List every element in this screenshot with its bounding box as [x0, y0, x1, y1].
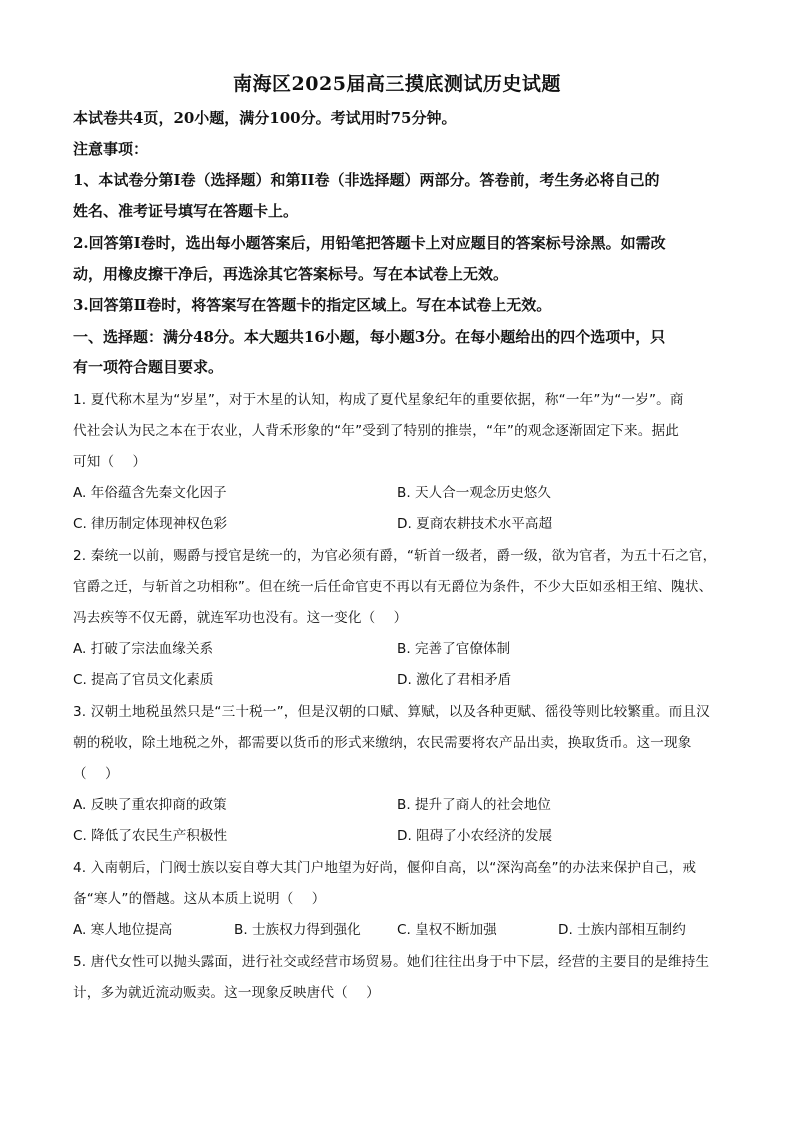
question-1-option-a[interactable]: A. 年俗蕴含先秦文化因子: [73, 485, 227, 501]
note-line: 1、本试卷分第Ⅰ卷（选择题）和第II卷（非选择题）两部分。答卷前，考生务必将自己的: [73, 171, 660, 189]
section-heading: 一、选择题：满分48分。本大题共16小题，每小题3分。在每小题给出的四个选项中，只: [73, 328, 666, 346]
question-2-text: 官爵之迁，与斩首之功相称”。但在统一后任命官吏不再以有无爵位为条件，不少大臣如丞相王绾、隗状、: [73, 579, 713, 595]
question-3-text: 3. 汉朝土地税虽然只是“三十税一”，但是汉朝的口赋、算赋，以及各种更赋、徭役等则比较繁重。而且汉: [73, 704, 710, 720]
question-4-option-d[interactable]: D. 士族内部相互制约: [558, 922, 686, 938]
question-5-text: 计，多为就近流动贩卖。这一现象反映唐代（ ）: [73, 985, 380, 1001]
question-2-option-c[interactable]: C. 提高了官员文化素质: [73, 672, 214, 688]
question-1-text: 可知（ ）: [73, 454, 147, 470]
question-1-option-d[interactable]: D. 夏商农耕技术水平高超: [397, 516, 553, 532]
question-5-text: 5. 唐代女性可以抛头露面，进行社交或经营市场贸易。她们往往出身于中下层，经营的主要目的是维持生: [73, 954, 710, 970]
question-4-option-b[interactable]: B. 士族权力得到强化: [234, 922, 361, 938]
question-2-text: 2. 秦统一以前，赐爵与授官是统一的，为官必须有爵，“斩首一级者，爵一级，欲为官者，为五十石之官，: [73, 548, 717, 564]
question-3-text: 朝的税收，除土地税之外，都需要以货币的形式来缴纳，农民需要将农产品出卖，换取货币。这一现象: [73, 735, 692, 751]
question-3-option-a[interactable]: A. 反映了重农抑商的政策: [73, 797, 227, 813]
question-2-text: 冯去疾等不仅无爵，就连军功也没有。这一变化（ ）: [73, 610, 408, 626]
question-3-option-b[interactable]: B. 提升了商人的社会地位: [397, 797, 551, 813]
note-line: 3.回答第Ⅱ卷时，将答案写在答题卡的指定区域上。写在本试卷上无效。: [73, 296, 552, 314]
question-2-option-d[interactable]: D. 激化了君相矛盾: [397, 672, 512, 688]
question-4-text: 4. 入南朝后，门阀士族以妄自尊大其门户地望为好尚，偃仰自高，以“深沟高垒”的办法来保护自己，戒: [73, 860, 697, 876]
exam-intro: 本试卷共4页，20小题，满分100分。考试用时75分钟。: [73, 109, 457, 127]
question-4-option-a[interactable]: A. 寒人地位提高: [73, 922, 173, 938]
question-4-text: 备“寒人”的僭越。这从本质上说明（ ）: [73, 891, 326, 907]
note-line: 动，用橡皮擦干净后，再选涂其它答案标号。写在本试卷上无效。: [73, 265, 509, 283]
note-line: 2.回答第Ⅰ卷时，选出每小题答案后，用铅笔把答题卡上对应题目的答案标号涂黑。如需改: [73, 234, 666, 252]
question-1-option-b[interactable]: B. 天人合一观念历史悠久: [397, 485, 551, 501]
question-4-option-c[interactable]: C. 皇权不断加强: [397, 922, 497, 938]
section-heading: 有一项符合题目要求。: [73, 358, 224, 376]
question-1-option-c[interactable]: C. 律历制定体现神权色彩: [73, 516, 228, 532]
question-3-option-d[interactable]: D. 阻碍了小农经济的发展: [397, 828, 553, 844]
question-2-option-b[interactable]: B. 完善了官僚体制: [397, 641, 511, 657]
exam-title: 南海区2025届高三摸底测试历史试题: [233, 73, 561, 95]
question-2-option-a[interactable]: A. 打破了宗法血缘关系: [73, 641, 214, 657]
question-3-text: （ ）: [73, 766, 119, 782]
question-1-text: 代社会认为民之本在于农业，人背禾形象的“年”受到了特别的推崇，“年”的观念逐渐固定下来。据此: [73, 423, 680, 439]
question-3-option-c[interactable]: C. 降低了农民生产积极性: [73, 828, 228, 844]
note-line: 姓名、准考证号填写在答题卡上。: [73, 202, 299, 220]
question-1-text: 1. 夏代称木星为“岁星”，对于木星的认知，构成了夏代星象纪年的重要依据，称“一年”为“一岁”。商: [73, 392, 684, 408]
notes-heading: 注意事项：: [73, 140, 149, 158]
